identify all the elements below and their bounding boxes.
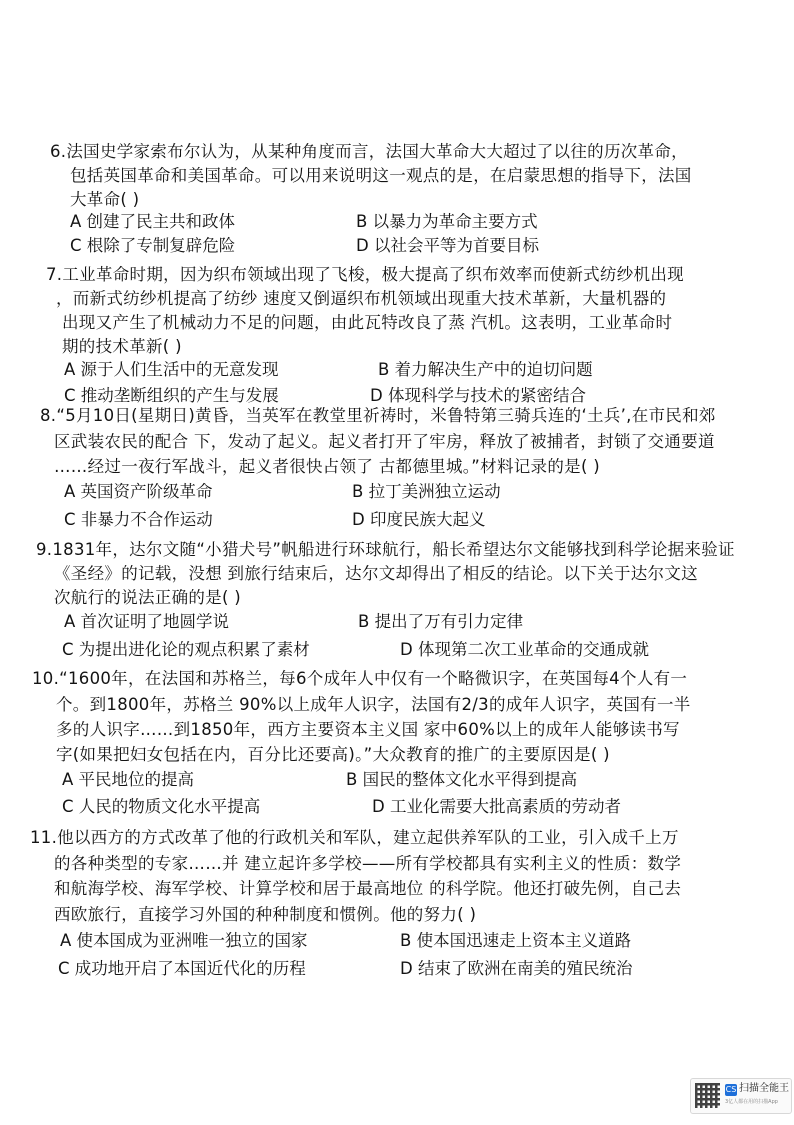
question-8-line-2: 区武装农民的配合 下，发动了起义。起义者打开了牢房，释放了被捕者，封锁了交通要道 — [54, 432, 715, 451]
question-8-line-3: ……经过一夜行军战斗，起义者很快占领了 古都德里城。”材料记录的是( ) — [54, 457, 600, 476]
question-7-option-c[interactable]: C 推动垄断组织的产生与发展 — [64, 386, 279, 405]
question-6-option-c[interactable]: C 根除了专制复辟危险 — [70, 236, 236, 255]
question-11-option-a[interactable]: A 使本国成为亚洲唯一独立的国家 — [60, 931, 308, 950]
question-10-line-1: 10.“1600年，在法国和苏格兰，每6个成年人中仅有一个略微识字，在英国每4个人有一 — [32, 669, 688, 688]
question-8-option-d[interactable]: D 印度民族大起义 — [352, 510, 486, 529]
question-6-line-1: 6.法国史学家索布尔认为，从某种角度而言，法国大革命大大超过了以往的历次革命， — [50, 142, 688, 161]
question-11-option-c[interactable]: C 成功地开启了本国近代化的历程 — [58, 959, 306, 978]
question-11-option-b[interactable]: B 使本国迅速走上资本主义道路 — [400, 931, 632, 950]
question-7-line-1: 7.工业革命时期，因为织布领域出现了飞梭，极大提高了织布效率而使新式纺纱机出现 — [46, 265, 684, 284]
question-11-line-1: 11.他以西方的方式改革了他的行政机关和军队，建立起供养军队的工业，引入成千上万 — [30, 828, 679, 847]
question-7-option-d[interactable]: D 体现科学与技术的紧密结合 — [370, 386, 586, 405]
question-9-option-a[interactable]: A 首次证明了地圆学说 — [64, 612, 230, 631]
question-6-line-2: 包括英国革命和美国革命。可以用来说明这一观点的是，在启蒙思想的指导下，法国 — [70, 166, 692, 185]
question-10-option-c[interactable]: C 人民的物质文化水平提高 — [62, 797, 261, 816]
question-7-line-2: ，而新式纺纱机提高了纺纱 速度又倒逼织布机领域出现重大技术革新，大量机器的 — [56, 289, 667, 308]
question-10-option-d[interactable]: D 工业化需要大批高素质的劳动者 — [372, 797, 621, 816]
question-8-option-a[interactable]: A 英国资产阶级革命 — [64, 482, 213, 501]
question-6-option-b[interactable]: B 以暴力为革命主要方式 — [356, 212, 538, 231]
question-9-option-c[interactable]: C 为提出进化论的观点积累了素材 — [62, 640, 310, 659]
question-11-line-2: 的各种类型的专家……并 建立起许多学校——所有学校都具有实利主义的性质：数学 — [54, 854, 682, 873]
question-7-line-4: 期的技术革新( ) — [62, 337, 182, 356]
camscanner-logo-icon: CS — [725, 1085, 737, 1094]
question-11-line-3: 和航海学校、海军学校、计算学校和居于最高地位 的科学院。他还打破先例，自己去 — [54, 879, 682, 898]
question-7-line-3: 出现又产生了机械动力不足的问题，由此瓦特改良了蒸 汽机。这表明，工业革命时 — [62, 313, 673, 332]
question-8-line-1: 8.“5月10日(星期日)黄昏，当英军在教堂里祈祷时，米鲁特第三骑兵连的‘土兵’,在市民和郊 — [40, 406, 716, 425]
question-10-line-3: 多的人识字……到1850年，西方主要资本主义国 家中60%以上的成年人能够读书写 — [56, 720, 680, 739]
question-6-option-a[interactable]: A 创建了民主共和政体 — [70, 212, 236, 231]
question-6-option-d[interactable]: D 以社会平等为首要目标 — [356, 236, 539, 255]
question-9-line-1: 9.1831年，达尔文随“小猎犬号”帆船进行环球航行，船长希望达尔文能够找到科学论据来验证 — [36, 540, 735, 559]
watermark-subtitle: 3亿人都在用的扫描App — [725, 1099, 778, 1105]
question-10-option-b[interactable]: B 国民的整体文化水平得到提高 — [346, 770, 578, 789]
question-7-option-a[interactable]: A 源于人们生活中的无意发现 — [64, 360, 279, 379]
question-7-option-b[interactable]: B 着力解决生产中的迫切问题 — [378, 360, 593, 379]
watermark-title: 扫描全能王 — [739, 1083, 789, 1094]
question-8-option-b[interactable]: B 拉丁美洲独立运动 — [352, 482, 501, 501]
question-11-line-4: 西欧旅行，直接学习外国的种种制度和惯例。他的努力( ) — [54, 905, 477, 924]
question-10-line-4: 字(如果把妇女包括在内，百分比还要高)。”大众教育的推广的主要原因是( ) — [56, 745, 610, 764]
question-8-option-c[interactable]: C 非暴力不合作运动 — [64, 510, 213, 529]
question-10-line-2: 个。到1800年，苏格兰 90%以上成年人识字，法国有2/3的成年人识字，英国有一半 — [56, 695, 691, 714]
qr-code-icon — [695, 1083, 720, 1108]
question-10-option-a[interactable]: A 平民地位的提高 — [62, 770, 195, 789]
question-9-line-3: 次航行的说法正确的是( ) — [54, 588, 242, 607]
question-9-option-d[interactable]: D 体现第二次工业革命的交通成就 — [400, 640, 649, 659]
question-9-line-2: 《圣经》的记载，没想 到旅行结束后，达尔文却得出了相反的结论。以下关于达尔文这 — [54, 564, 698, 583]
question-11-option-d[interactable]: D 结束了欧洲在南美的殖民统治 — [400, 959, 633, 978]
question-6-line-3: 大革命( ) — [70, 190, 140, 209]
question-9-option-b[interactable]: B 提出了万有引力定律 — [358, 612, 524, 631]
scanner-watermark — [690, 1078, 792, 1114]
